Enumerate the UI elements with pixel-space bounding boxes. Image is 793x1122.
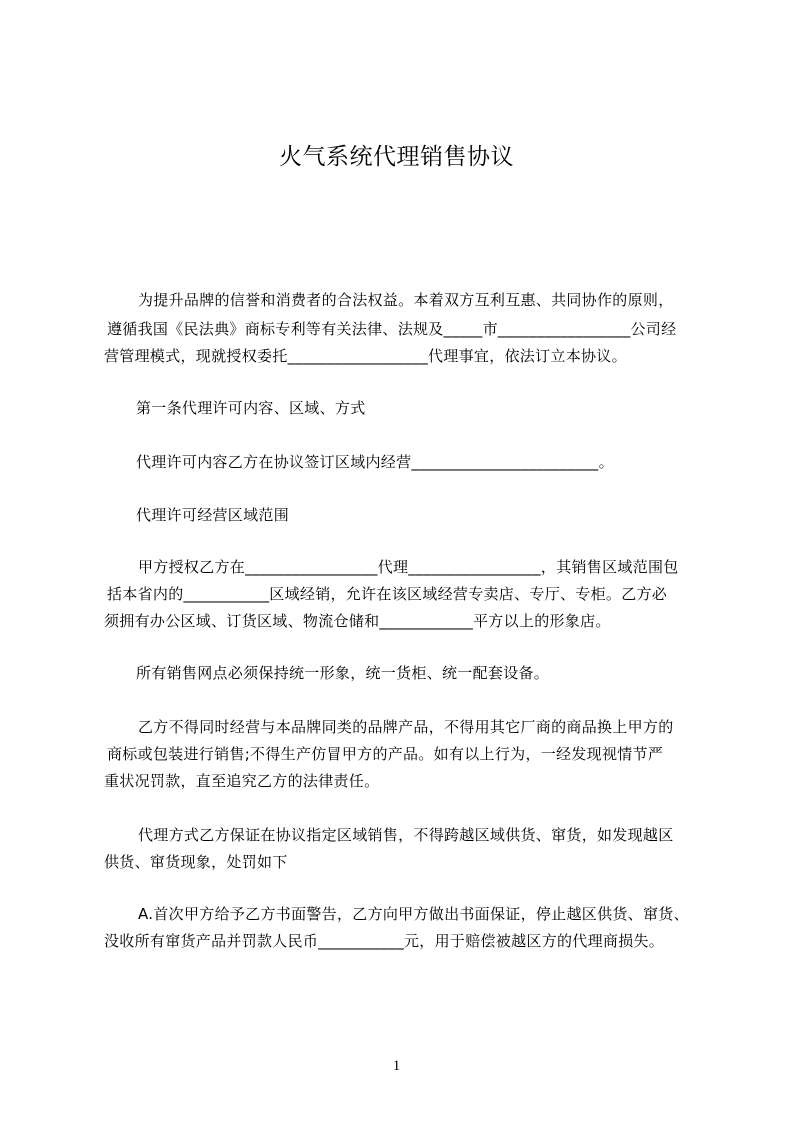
paragraph-line: 遵循我国《民法典》商标专利等有关法律、法规及_____市_________________公司经 xyxy=(107,320,677,338)
paragraph-line: 供货、窜货现象，处罚如下 xyxy=(104,853,288,871)
paragraph-line: 括本省内的___________区域经销，允许在该区域经营专卖店、专厅、专柜。乙方必 xyxy=(107,585,668,603)
page-number: 1 xyxy=(392,1058,401,1074)
paragraph-line: 代理方式乙方保证在协议指定区域销售，不得跨越区域供货、窜货，如发现越区 xyxy=(138,826,674,844)
paragraph-line: 甲方授权乙方在_________________代理_________________，其销售区域范围包 xyxy=(138,558,679,576)
section-heading: 代理许可经营区域范围 xyxy=(136,506,290,524)
paragraph-line: A.首次甲方给予乙方书面警告，乙方向甲方做出书面保证，停止越区供货、窜货、 xyxy=(138,905,689,923)
paragraph-line: 乙方不得同时经营与本品牌同类的品牌产品，不得用其它厂商的商品换上甲方的 xyxy=(138,718,674,736)
paragraph-line: 商标或包装进行销售;不得生产仿冒甲方的产品。如有以上行为，一经发现视情节严 xyxy=(107,745,664,763)
document-title: 火气系统代理销售协议 xyxy=(279,144,514,170)
paragraph-line: 代理许可内容乙方在协议签订区域内经营________________________。 xyxy=(136,453,614,471)
paragraph-line: 没收所有窜货产品并罚款人民币___________元，用于赔偿被越区方的代理商损失。 xyxy=(104,932,665,950)
paragraph-line: 为提升品牌的信誉和消费者的合法权益。本着双方互利互惠、共同协作的原则， xyxy=(138,291,674,309)
paragraph-line: 重状况罚款，直至追究乙方的法律责任。 xyxy=(104,772,380,790)
paragraph-line: 营管理模式，现就授权委托__________________代理事宜，依法订立本协议。 xyxy=(104,347,627,365)
paragraph-line: 须拥有办公区域、订货区域、物流仓储和____________平方以上的形象店。 xyxy=(104,612,611,630)
section-heading: 第一条代理许可内容、区域、方式 xyxy=(136,399,366,417)
paragraph-line: 所有销售网点必须保持统一形象，统一货柜、统一配套设备。 xyxy=(136,664,550,682)
